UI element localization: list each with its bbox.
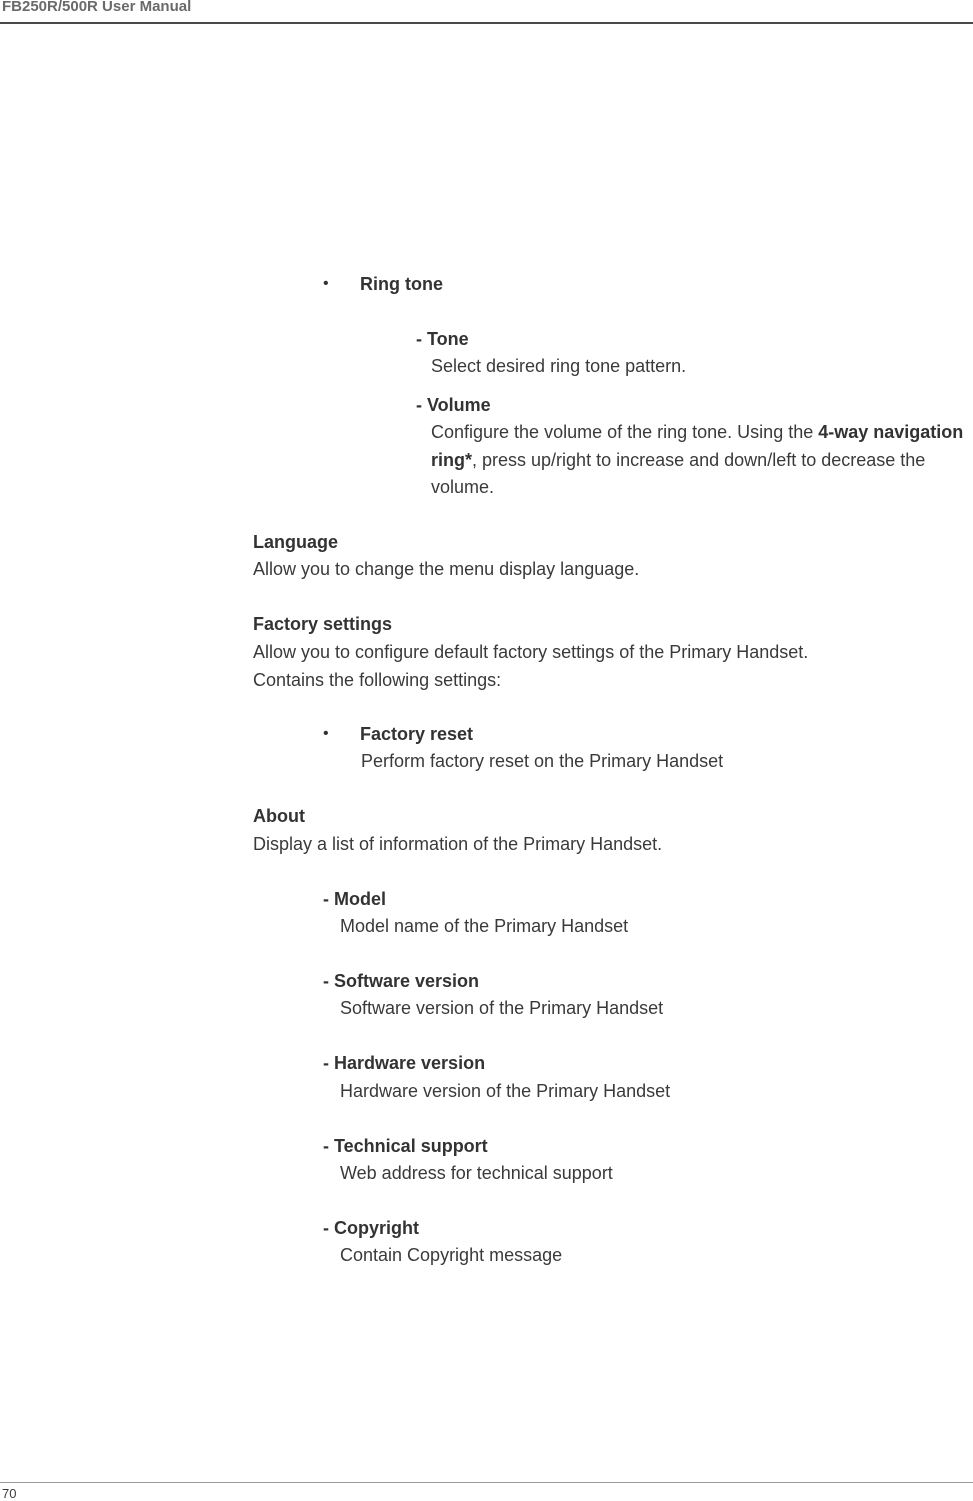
about-description: Display a list of information of the Primary Handset. bbox=[253, 834, 663, 854]
factory-settings-description: Allow you to configure default factory settings of the Primary Handset. bbox=[253, 642, 809, 662]
technical-support-description: Web address for technical support bbox=[340, 1163, 613, 1183]
copyright-description: Contain Copyright message bbox=[340, 1245, 563, 1265]
volume-desc-text-2: , press up/right to increase and down/left to decrease the volume. bbox=[431, 449, 926, 497]
ring-tone-heading: Ring tone bbox=[360, 274, 443, 294]
hardware-version-heading: - Hardware version bbox=[323, 1053, 486, 1073]
page-header bbox=[0, 0, 973, 24]
navigation-ring-label: 4-way navigation ring* bbox=[431, 422, 964, 470]
ring-tone-bullet: • bbox=[323, 275, 329, 292]
about-heading: About bbox=[253, 806, 305, 826]
page-number: 70 bbox=[2, 1486, 17, 1501]
software-version-description: Software version of the Primary Handset bbox=[340, 998, 664, 1018]
factory-settings-heading: Factory settings bbox=[253, 614, 393, 634]
language-heading: Language bbox=[253, 532, 339, 552]
software-version-heading: - Software version bbox=[323, 971, 480, 991]
copyright-heading: - Copyright bbox=[323, 1218, 419, 1238]
tone-heading: - Tone bbox=[416, 329, 469, 349]
manual-title: FB250R/500R User Manual bbox=[2, 0, 192, 15]
technical-support-heading: - Technical support bbox=[323, 1136, 488, 1156]
volume-heading: - Volume bbox=[416, 395, 491, 415]
model-description: Model name of the Primary Handset bbox=[340, 916, 629, 936]
hardware-version-description: Hardware version of the Primary Handset bbox=[340, 1081, 671, 1101]
page-footer bbox=[0, 1482, 973, 1501]
volume-description bbox=[431, 419, 971, 502]
volume-desc-text-1: Configure the volume of the ring tone. Using the bbox=[431, 422, 819, 442]
factory-settings-contains: Contains the following settings: bbox=[253, 670, 502, 690]
language-description: Allow you to change the menu display language. bbox=[253, 559, 640, 579]
model-heading: - Model bbox=[323, 889, 386, 909]
factory-reset-heading: Factory reset bbox=[360, 724, 474, 744]
factory-reset-description: Perform factory reset on the Primary Handset bbox=[361, 751, 724, 771]
tone-description: Select desired ring tone pattern. bbox=[431, 356, 687, 376]
factory-reset-bullet: • bbox=[323, 725, 329, 742]
